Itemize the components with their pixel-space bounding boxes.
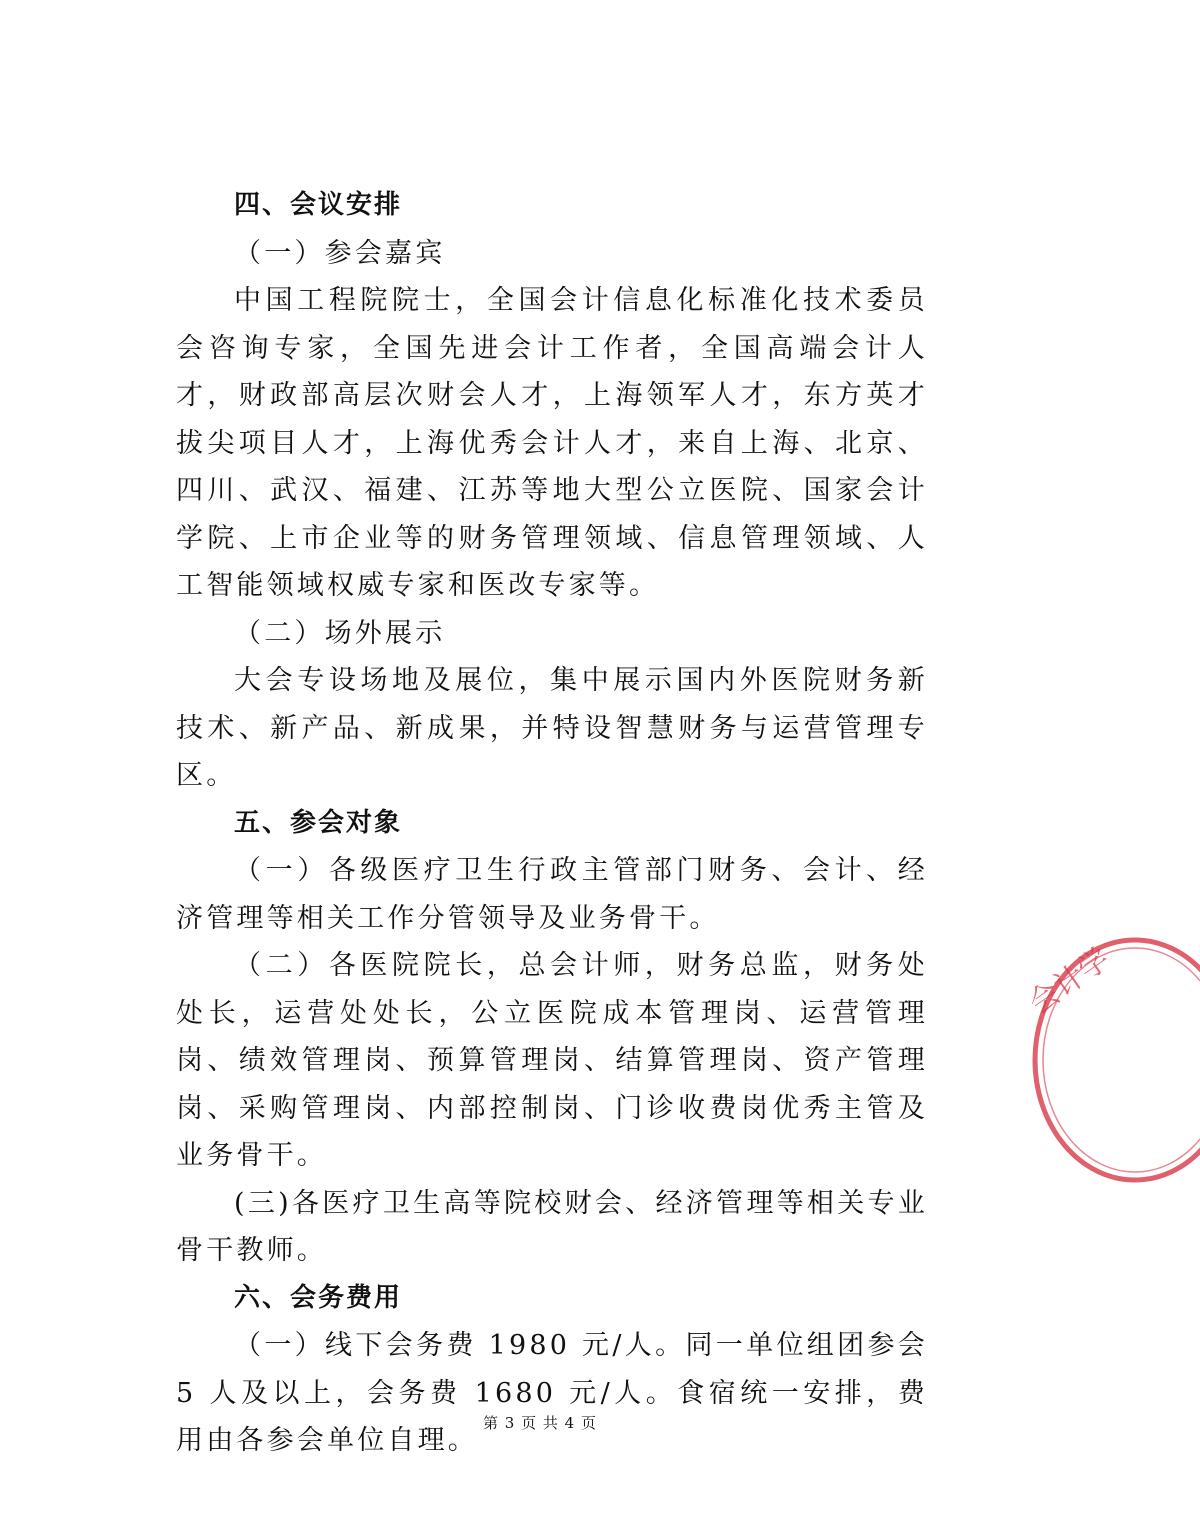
document-body [176, 182, 928, 1465]
page-number-footer: 第 3 页 共 4 页 [483, 1414, 597, 1432]
section-heading-meeting-arrangement: 四、会议安排 [234, 190, 403, 220]
paragraph-attendees-2: （二）各医院院长，总会计师，财务总监，财务处处长，运营处处长，公立医院成本管理岗、运营管理岗、绩效管理岗、预算管理岗、结算管理岗、资产管理岗、采购管理岗、内部控制岗、门诊收费岗优秀主管及业务骨干。 [176, 950, 928, 1171]
paragraph-fees-1: （一）线下会务费 1980 元/人。同一单位组团参会 5 人及以上，会务费 1680 元/人。食宿统一安排，费用由各参会单位自理。 [176, 1330, 928, 1456]
section-heading-fees: 六、会务费用 [234, 1282, 403, 1313]
paragraph-exhibition: 大会专设场地及展位，集中展示国内外医院财务新技术、新产品、新成果，并特设智慧财务与运营管理专区。 [176, 665, 928, 791]
subsection-title-guests: （一）参会嘉宾 [234, 237, 446, 269]
paragraph-attendees-1: （一）各级医疗卫生行政主管部门财务、会计、经济管理等相关工作分管领导及业务骨干。 [176, 855, 928, 934]
paragraph-attendees-3: (三)各医疗卫生高等院校财会、经济管理等相关专业骨干教师。 [176, 1187, 928, 1266]
seal-partial-text: 会计学 [1022, 941, 1117, 1022]
section-heading-attendees: 五、参会对象 [234, 807, 403, 838]
subsection-title-exhibition: （二）场外展示 [234, 617, 446, 649]
official-seal-stamp [1020, 935, 1200, 1185]
paragraph-guests: 中国工程院院士，全国会计信息化标准化技术委员会咨询专家，全国先进会计工作者，全国高端会计人才，财政部高层次财会人才，上海领军人才，东方英才拔尖项目人才，上海优秀会计人才，来自上海、北京、四川、武汉、福建、江苏等地大型公立医院、国家会计学院、上市企业等的财务管理领域、信息管理领域、人工智能领域权威专家和医改专家等。 [176, 285, 928, 601]
